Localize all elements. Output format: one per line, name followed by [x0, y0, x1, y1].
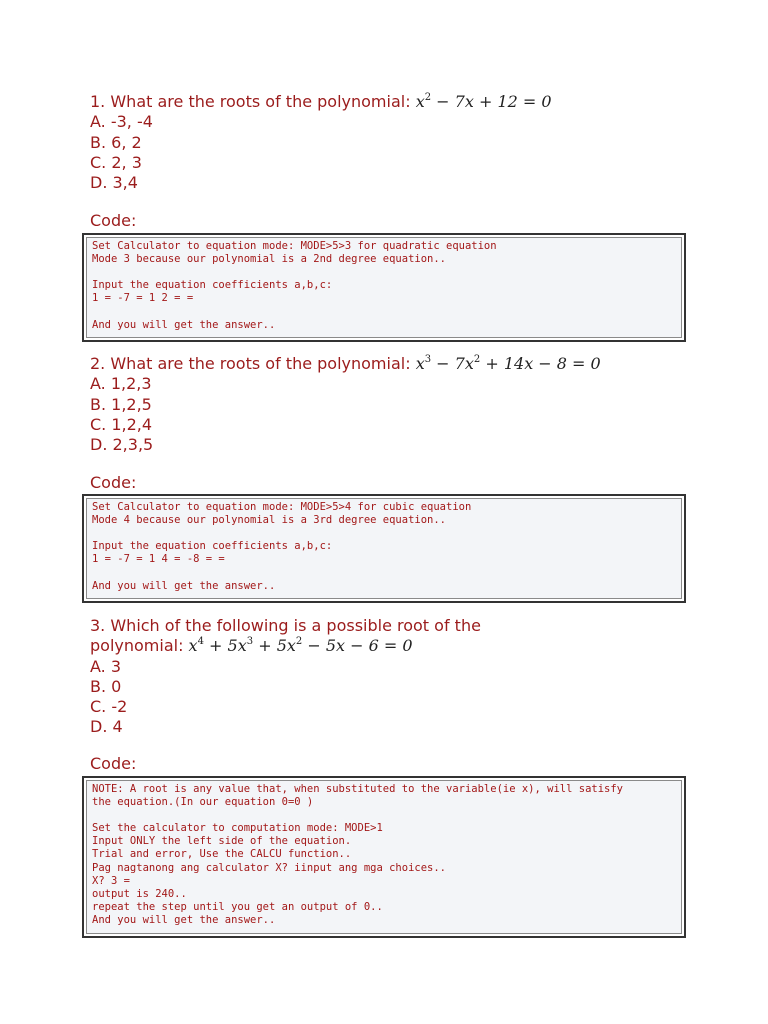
code-line: repeat the step until you get an output of 0..: [92, 900, 383, 913]
code-line: 1 = -7 = 1 4 = -8 = =: [92, 553, 225, 566]
question-3-text-line2: polynomial:: [90, 636, 189, 656]
code-line: Pag nagtanong ang calculator X? iinput ang mga choices..: [92, 861, 447, 874]
question-3-text-line1: 3. Which of the following is a possible root of the: [90, 616, 481, 635]
code-line: output is 240..: [92, 887, 187, 900]
code-line: Input ONLY the left side of the equation.: [92, 835, 352, 848]
code-line: [92, 809, 676, 822]
question-1: [90, 92, 690, 193]
code-line: NOTE: A root is any value that, when substituted to the variable(ie x), will satisfy: [92, 783, 624, 795]
code-line: Set Calculator to equation mode: MODE>5>3 for quadratic equation: [92, 240, 497, 252]
code-line: Set the calculator to computation mode: MODE>1: [92, 822, 383, 835]
code-line: Trial and error, Use the CALCU function..: [92, 848, 352, 861]
question-2-stem: [90, 354, 690, 374]
code-line: X? 3 =: [92, 874, 130, 887]
question-3-option-a: A. 3: [90, 656, 122, 676]
question-2-option-a: A. 1,2,3: [90, 374, 152, 394]
question-3-equation: $x^4 + 5x^3 + 5x^2 - 5x - 6 = 0$: [188, 636, 413, 656]
question-2: [90, 354, 690, 455]
code-line: Set Calculator to equation mode: MODE>5>4 for cubic equation: [92, 501, 472, 513]
question-1-text: 1. What are the roots of the polynomial:: [90, 92, 416, 111]
code-line: Mode 4 because our polynomial is a 3rd degree equation..: [92, 514, 447, 527]
question-2-text: 2. What are the roots of the polynomial:: [90, 354, 416, 373]
code-block-1: [82, 233, 686, 342]
code-line: 1 = -7 = 1 2 = =: [92, 292, 194, 305]
question-2-option-d: D. 2,3,5: [90, 435, 154, 455]
code-line: the equation.(In our equation 0=0 ): [92, 796, 314, 809]
code-label-3: Code:: [90, 754, 137, 773]
code-line: And you will get the answer..: [92, 318, 276, 331]
code-line: Input the equation coefficients a,b,c:: [92, 279, 333, 292]
code-label-1: Code:: [90, 211, 137, 230]
code-line: [92, 266, 676, 279]
question-3-option-d: D. 4: [90, 717, 123, 737]
question-3-stem: [90, 636, 690, 656]
question-3-option-c: C. -2: [90, 697, 128, 717]
question-1-stem: [90, 92, 690, 112]
question-3: [90, 616, 690, 738]
code-block-3: [82, 776, 686, 938]
question-3-option-b: B. 0: [90, 676, 122, 696]
question-1-option-a: A. -3, -4: [90, 112, 153, 132]
code-line: [92, 305, 676, 318]
code-line: Mode 3 because our polynomial is a 2nd degree equation..: [92, 253, 447, 266]
code-line: And you will get the answer..: [92, 913, 276, 926]
question-2-option-c: C. 1,2,4: [90, 414, 153, 434]
question-1-option-c: C. 2, 3: [90, 152, 142, 172]
question-1-option-b: B. 6, 2: [90, 132, 142, 152]
question-2-equation: $x^3 - 7x^2 + 14x - 8 = 0$: [415, 354, 601, 373]
code-label-2: Code:: [90, 473, 137, 492]
code-line: Input the equation coefficients a,b,c:: [92, 540, 333, 553]
code-line: And you will get the answer..: [92, 579, 276, 592]
code-line: [92, 566, 676, 579]
code-block-2: [82, 494, 686, 603]
question-1-equation: $x^2 - 7x + 12 = 0$: [415, 92, 552, 111]
code-line: [92, 527, 676, 540]
question-1-option-d: D. 3,4: [90, 173, 138, 193]
question-2-option-b: B. 1,2,5: [90, 394, 152, 414]
